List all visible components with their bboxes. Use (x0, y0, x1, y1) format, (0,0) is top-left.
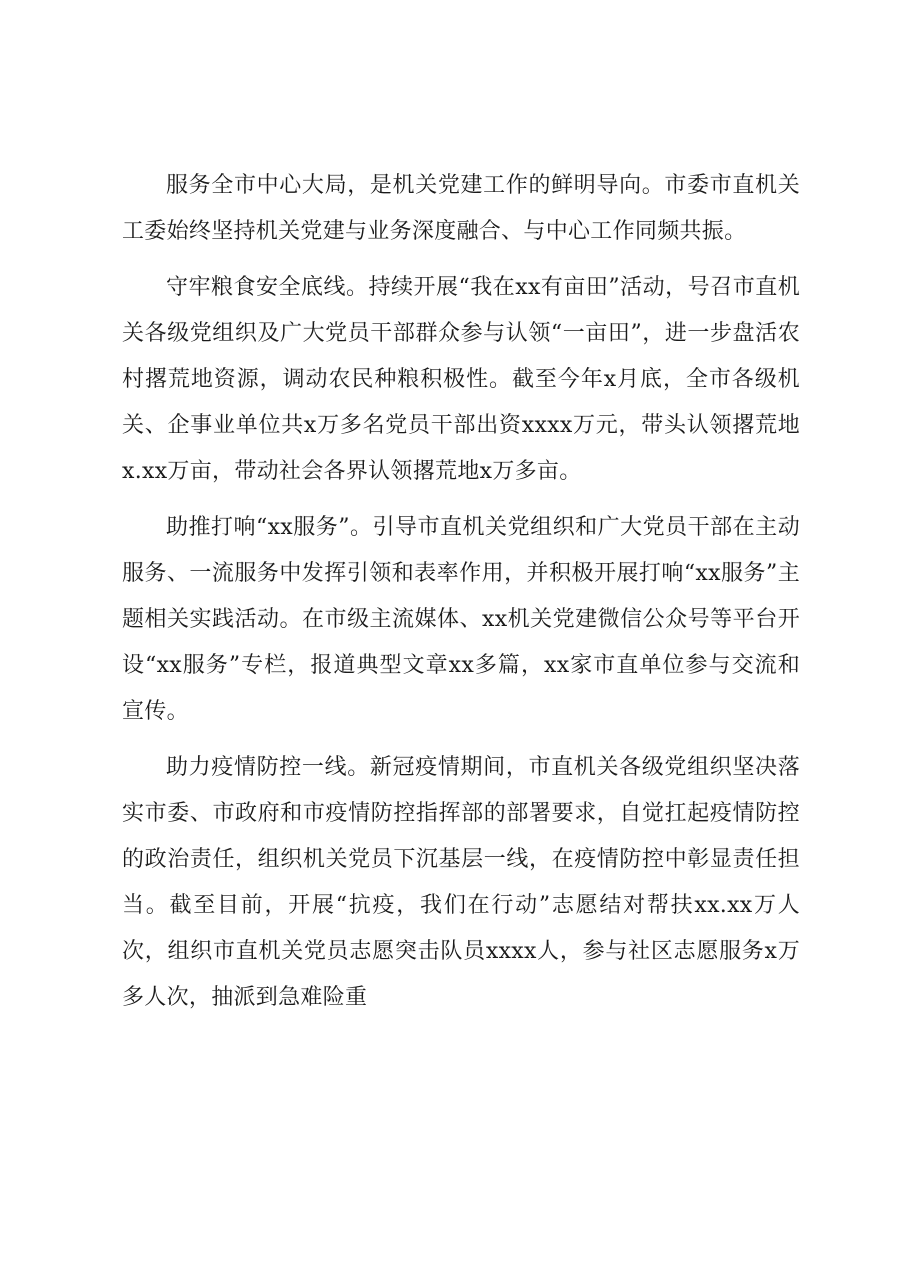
paragraph-epidemic-control: 助力疫情防控一线。新冠疫情期间，市直机关各级党组织坚决落实市委、市政府和市疫情防控指挥部的部署要求，自觉扛起疫情防控的政治责任，组织机关党员下沉基层一线，在疫情防控中彰显责任担当。截至目前，开展“抗疫，我们在行动”志愿结对帮扶xx.xx万人次，组织市直机关党员志愿突击队员xxxx人，参与社区志愿服务x万多人次，抽派到急难险重 (122, 755, 800, 1010)
paragraph-service: 助推打响“xx服务”。引导市直机关党组织和广大党员干部在主动服务、一流服务中发挥引领和表率作用，并积极开展打响“xx服务”主题相关实践活动。在市级主流媒体、xx机关党建微信公众号等平台开设“xx服务”专栏，报道典型文章xx多篇，xx家市直单位参与交流和宣传。 (122, 515, 800, 724)
document-body (122, 163, 800, 1031)
paragraph-intro: 服务全市中心大局，是机关党建工作的鲜明导向。市委市直机关工委始终坚持机关党建与业务深度融合、与中心工作同频共振。 (122, 173, 800, 244)
paragraph-food-security: 守牢粮食安全底线。持续开展“我在xx有亩田”活动，号召市直机关各级党组织及广大党员干部群众参与认领“一亩田”，进一步盘活农村撂荒地资源，调动农民种粮积极性。截至今年x月底，全市各级机关、企事业单位共x万多名党员干部出资xxxx万元，带头认领撂荒地x.xx万亩，带动社会各界认领撂荒地x万多亩。 (122, 275, 800, 484)
